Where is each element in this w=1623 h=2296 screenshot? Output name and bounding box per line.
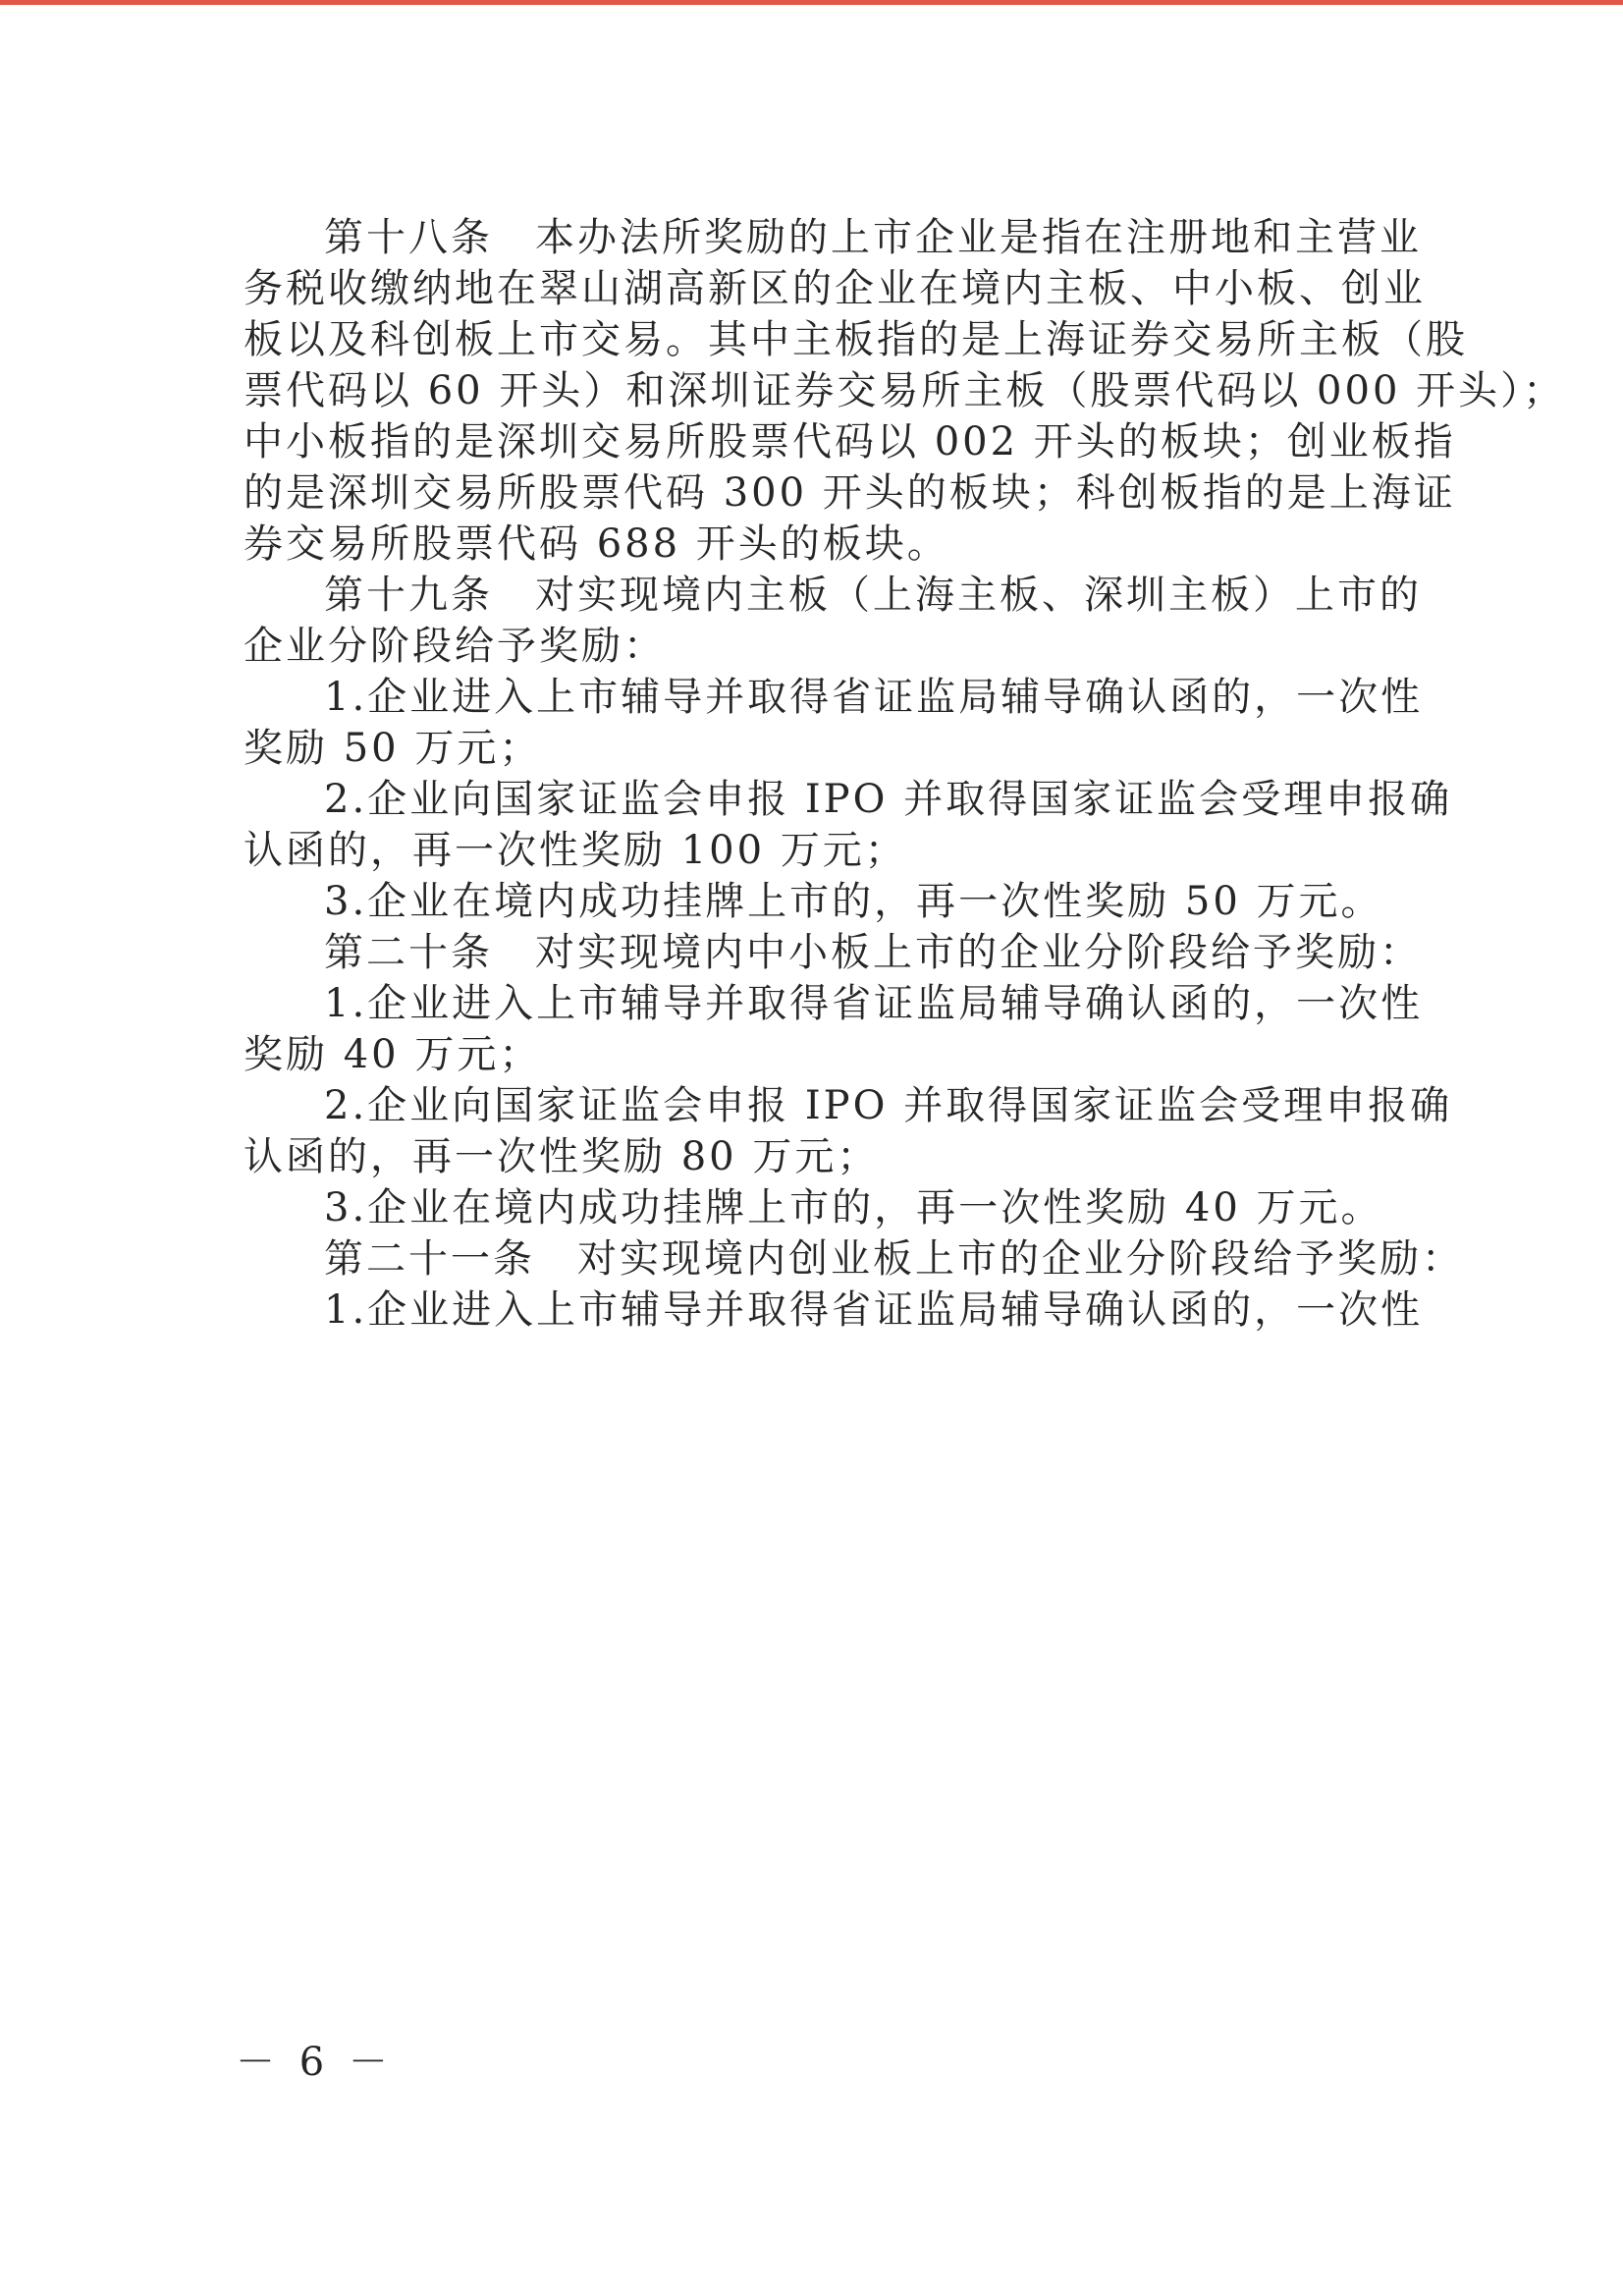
article-19-line-2: 企业分阶段给予奖励： — [243, 624, 666, 669]
article-20-item-3: 3.企业在境内成功挂牌上市的，再一次性奖励 40 万元。 — [324, 1185, 1383, 1230]
article-18-line-5: 中小板指的是深圳交易所股票代码以 002 开头的板块；创业板指 — [243, 419, 1456, 465]
article-18-line-7: 券交易所股票代码 688 开头的板块。 — [243, 521, 949, 567]
article-18-line-4: 票代码以 60 开头）和深圳证券交易所主板（股票代码以 000 开头）； — [243, 368, 1566, 413]
article-21-item-1-line-1: 1.企业进入上市辅导并取得省证监局辅导确认函的，一次性 — [324, 1287, 1424, 1333]
article-21-heading: 第二十一条 对实现境内创业板上市的企业分阶段给予奖励： — [324, 1236, 1464, 1282]
article-18-line-2: 务税收缴纳地在翠山湖高新区的企业在境内主板、中小板、创业 — [243, 266, 1426, 311]
page-number: － 6 － — [236, 2040, 394, 2085]
article-19-item-1-line-2: 奖励 50 万元； — [243, 726, 542, 771]
article-20-heading: 第二十条 对实现境内中小板上市的企业分阶段给予奖励： — [324, 930, 1422, 975]
top-red-rule — [0, 0, 1623, 5]
article-19-line-1: 第十九条 对实现境内主板（上海主板、深圳主板）上市的 — [324, 573, 1422, 618]
article-19-item-1-line-1: 1.企业进入上市辅导并取得省证监局辅导确认函的，一次性 — [324, 675, 1424, 720]
article-19-item-3: 3.企业在境内成功挂牌上市的，再一次性奖励 50 万元。 — [324, 879, 1383, 924]
article-20-item-1-line-1: 1.企业进入上市辅导并取得省证监局辅导确认函的，一次性 — [324, 981, 1424, 1026]
article-18-line-1: 第十八条 本办法所奖励的上市企业是指在注册地和主营业 — [324, 215, 1422, 260]
article-20-item-1-line-2: 奖励 40 万元； — [243, 1032, 542, 1077]
article-18-line-3: 板以及科创板上市交易。其中主板指的是上海证券交易所主板（股 — [243, 317, 1468, 362]
article-19-item-2-line-1: 2.企业向国家证监会申报 IPO 并取得国家证监会受理申报确 — [324, 777, 1453, 822]
article-18-line-6: 的是深圳交易所股票代码 300 开头的板块；科创板指的是上海证 — [243, 470, 1456, 516]
article-20-item-2-line-2: 认函的，再一次性奖励 80 万元； — [243, 1134, 880, 1179]
article-20-item-2-line-1: 2.企业向国家证监会申报 IPO 并取得国家证监会受理申报确 — [324, 1083, 1453, 1128]
article-19-item-2-line-2: 认函的，再一次性奖励 100 万元； — [243, 828, 907, 873]
